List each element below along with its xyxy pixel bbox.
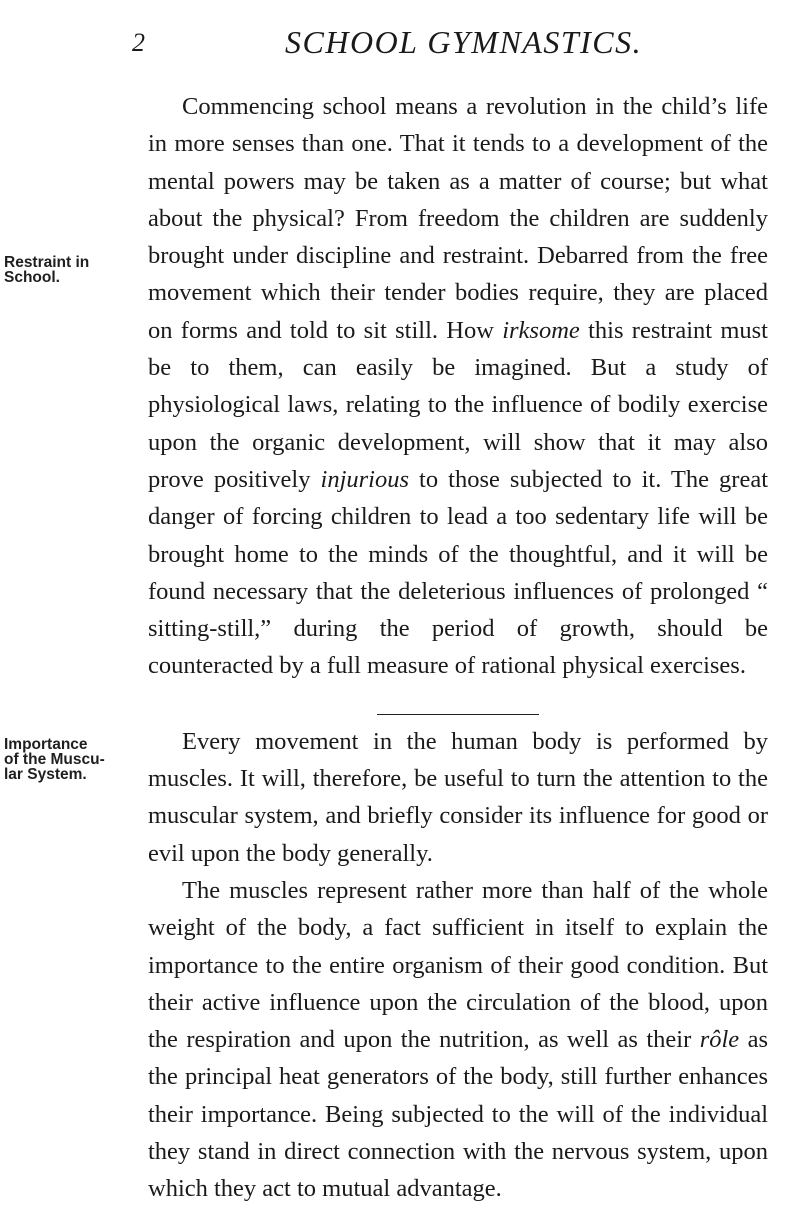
- sidenote-importance-of-muscular-system: [4, 737, 144, 782]
- sidenote-line: Importance: [4, 736, 88, 753]
- paragraph-the-muscles: [148, 872, 768, 1208]
- sidenote-restraint-in-school: [4, 255, 144, 285]
- text-run: as the principal heat generators of the body, still further enhances their importance. Being subjected to the will of the individual they stand in direct connection with the nervous system, upon which they act to mutual advantage.: [148, 1026, 768, 1203]
- italic-emphasis: injurious: [320, 465, 410, 493]
- italic-emphasis: irksome: [502, 316, 580, 344]
- running-head: SCHOOL GYMNASTICS.: [285, 24, 643, 60]
- text-run: Commencing school means a revolution in the child’s life in more senses than one. That it tends to a development of the mental powers may be taken as a matter of course; but what about the physical? From freedom the children are suddenly brought under discipline and restraint. Debarred from the free movement which their tender bodies require, they are placed on forms and told to sit still. How: [148, 93, 768, 344]
- paragraph-commencing-school: [148, 88, 768, 685]
- section-divider: [377, 714, 539, 715]
- italic-emphasis: rôle: [699, 1026, 740, 1054]
- page-number: 2: [132, 28, 145, 57]
- main-text: [148, 88, 768, 1208]
- text-run: Every movement in the human body is performed by muscles. It will, therefore, be useful to turn the attention to the muscular system, and briefly consider its influence for good or evil upon the body generally.: [148, 727, 768, 867]
- sidenote-line: Restraint in: [4, 254, 90, 271]
- paragraph-every-movement: [148, 723, 768, 872]
- sidenote-line: School.: [4, 269, 60, 286]
- sidenote-line: of the Muscu-: [4, 751, 105, 768]
- sidenote-line: lar System.: [4, 766, 87, 783]
- text-run: to those subjected to it. The great danger of forcing children to lead a too sedentary life will be brought home to the minds of the thoughtful, and it will be found necessary that the deleterious influences of prolonged “ sitting-still,” during the period of growth, should be counteracted by a full measure of rational physical exercises.: [148, 465, 769, 680]
- text-run: this restraint must be to them, can easily be imagined. But a study of physiological laws, relating to the influence of bodily exercise upon the organic development, will show that it may also prove positively: [148, 316, 768, 493]
- text-run: The muscles represent rather more than half of the whole weight of the body, a fact sufficient in itself to explain the importance to the entire organism of their good condition. But their active influence upon the circulation of the blood, upon the respiration and upon the nutrition, as well as their: [148, 876, 768, 1054]
